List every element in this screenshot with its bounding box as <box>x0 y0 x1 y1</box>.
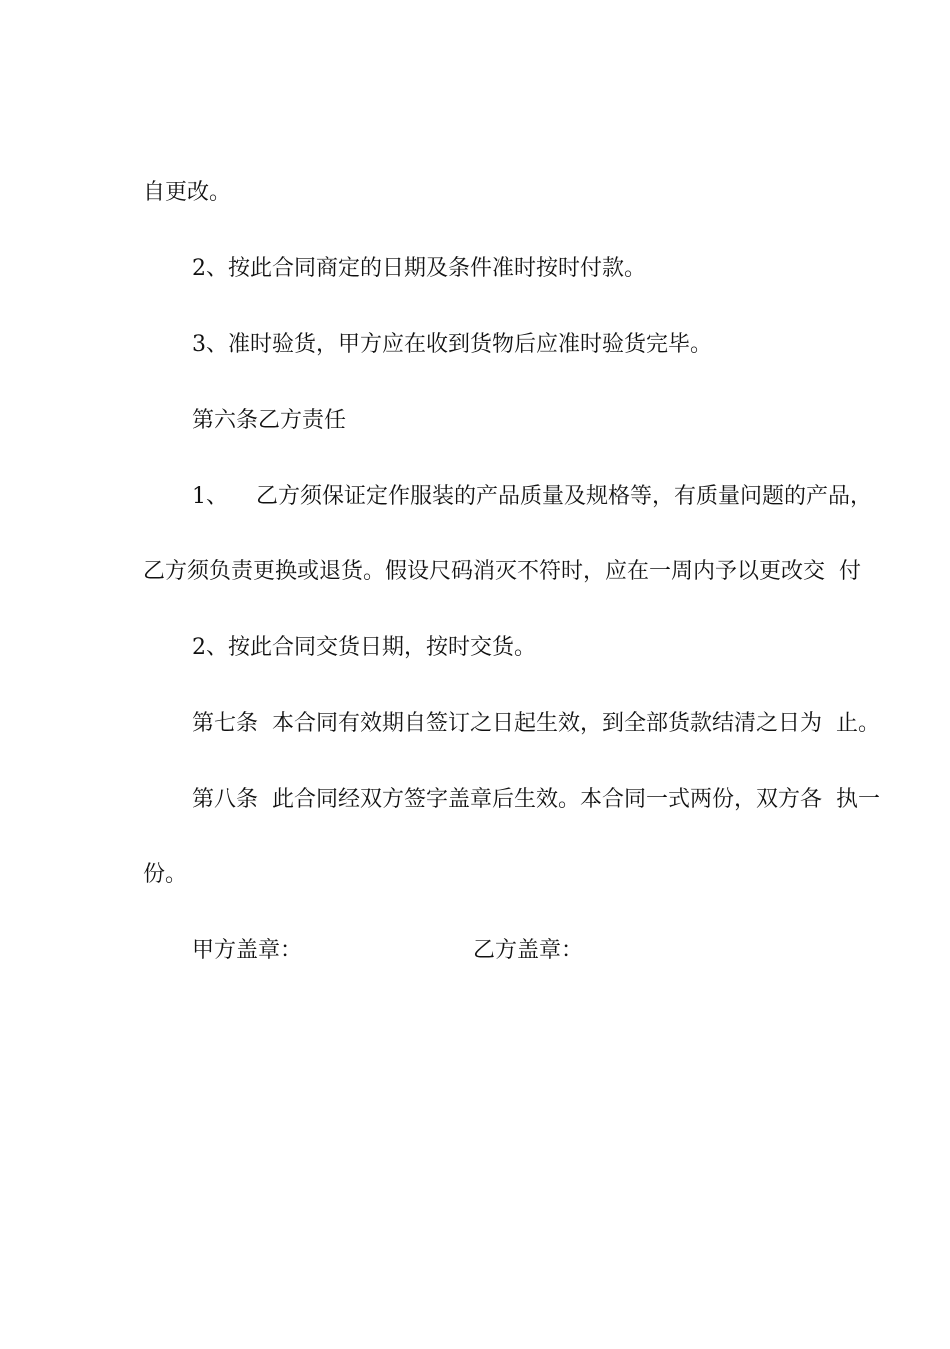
article-eight: 第八条 此合同经双方签字盖章后生效。本合同一式两份，双方各 执一 <box>192 787 880 812</box>
clause-item-quality-continued: 乙方须负责更换或退货。假设尺码消灭不符时，应在一周内予以更改交 付 <box>143 559 861 584</box>
clause-item-quality: 1、 乙方须保证定作服装的产品质量及规格等，有质量问题的产品， <box>192 484 872 509</box>
party-b-seal-label: 乙方盖章： <box>473 938 584 963</box>
clause-item-payment: 2、按此合同商定的日期及条件准时按时付款。 <box>192 256 646 281</box>
clause-item-inspection: 3、准时验货，甲方应在收到货物后应准时验货完毕。 <box>192 332 712 357</box>
article-six-heading: 第六条乙方责任 <box>192 408 347 433</box>
article-eight-continued: 份。 <box>143 862 188 887</box>
party-a-seal-label: 甲方盖章： <box>192 938 303 963</box>
article-seven: 第七条 本合同有效期自签订之日起生效，到全部货款结清之日为 止。 <box>192 711 880 736</box>
text-line-continuation: 自更改。 <box>143 180 232 205</box>
clause-item-delivery: 2、按此合同交货日期，按时交货。 <box>192 635 536 660</box>
